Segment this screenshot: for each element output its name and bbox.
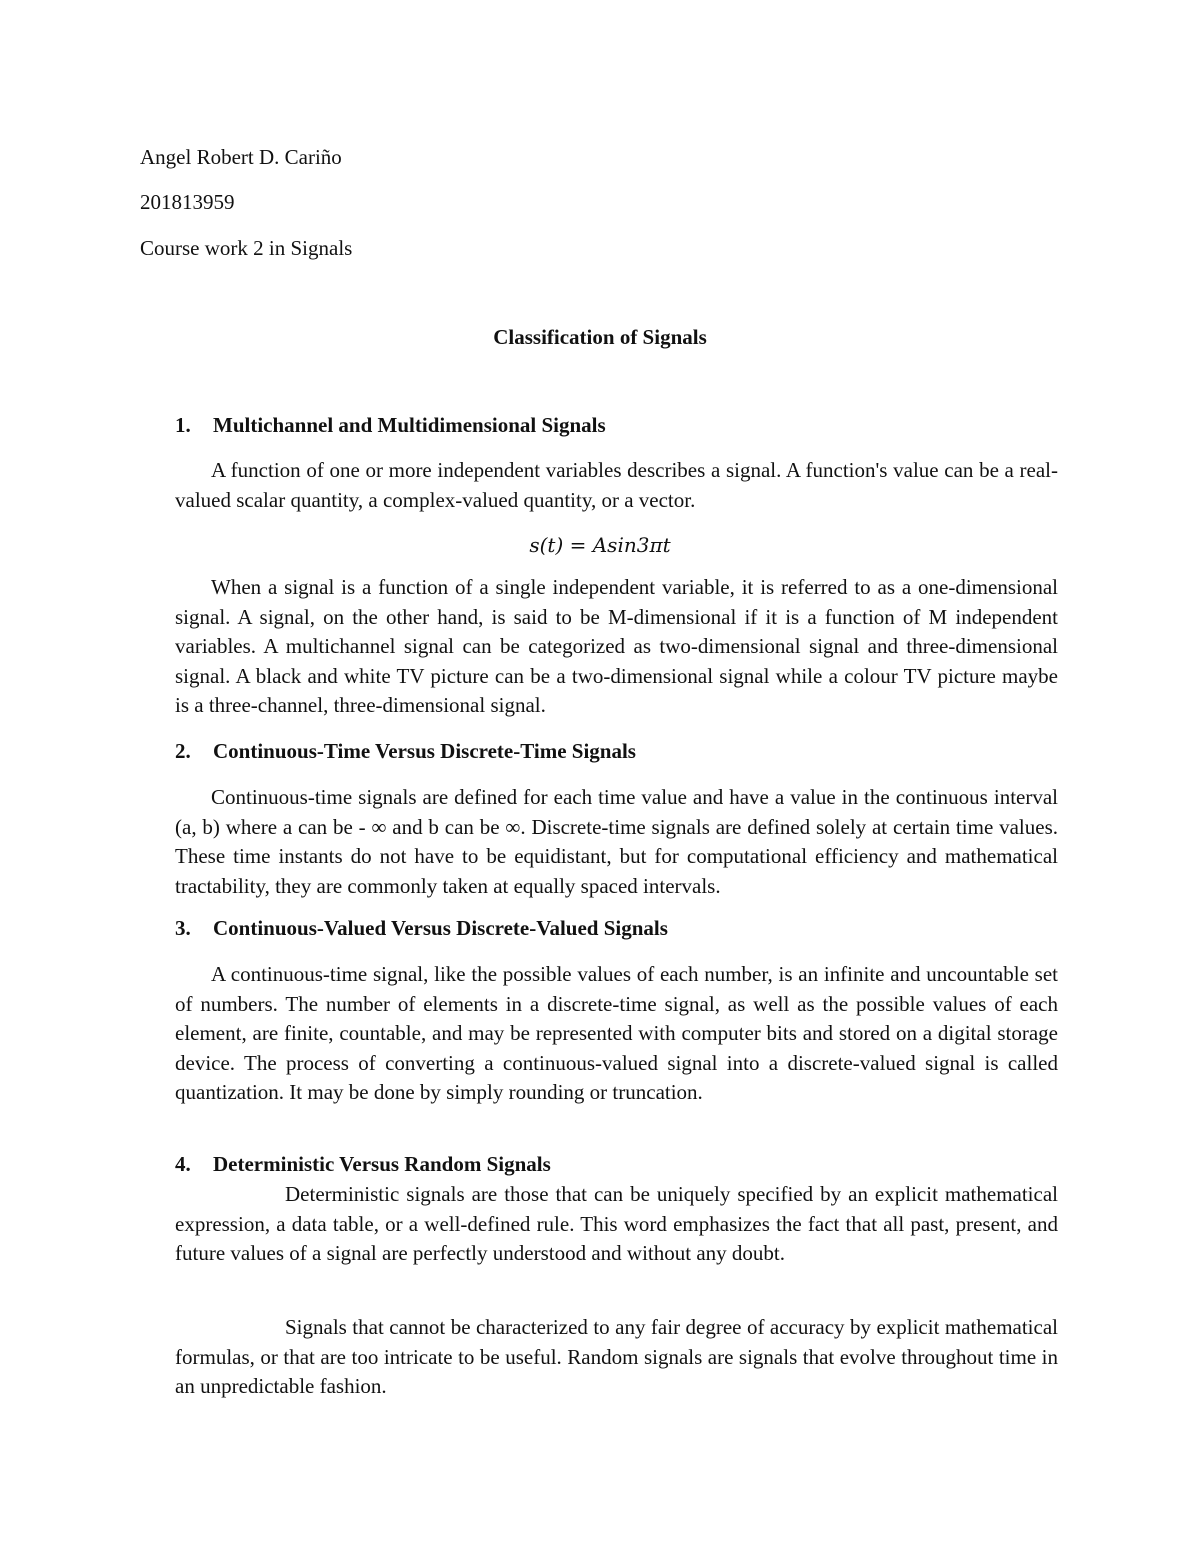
section-1-heading [175, 413, 606, 438]
section-heading-text: Deterministic Versus Random Signals [213, 1152, 551, 1176]
section-number: 3. [175, 916, 191, 940]
section-number: 1. [175, 413, 191, 437]
section-2-heading [175, 739, 636, 764]
student-id: 201813959 [140, 190, 235, 214]
equation: s(t) = Asin3πt [529, 533, 671, 557]
section-3-heading [175, 916, 668, 941]
document-title: Classification of Signals [493, 325, 707, 349]
section-number: 4. [175, 1152, 191, 1176]
section-heading-text: Continuous-Time Versus Discrete-Time Signals [213, 739, 636, 763]
section-3-paragraph-1: A continuous-time signal, like the possible values of each number, is an infinite and uncountable set of numbers. The number of elements in a discrete-time signal, as well as the possible values of each element, are finite, countable, and may be represented with computer bits and stored on a digital storage device. The process of converting a continuous-valued signal into a discrete-valued signal is called quantization. It may be done by simply rounding or truncation. [175, 962, 1058, 1104]
section-4-heading [175, 1152, 551, 1177]
section-1-paragraph-1: A function of one or more independent variables describes a signal. A function's value can be a real-valued scalar quantity, a complex-valued quantity, or a vector. [175, 458, 1058, 512]
course-title: Course work 2 in Signals [140, 236, 353, 260]
section-2-paragraph-1: Continuous-time signals are defined for each time value and have a value in the continuous interval (a, b) where a can be - ∞ and b can be ∞. Discrete-time signals are defined solely at certain time values. These time instants do not have to be equidistant, but for computational efficiency and mathematical tractability, they are commonly taken at equally spaced intervals. [175, 785, 1058, 898]
section-heading-text: Continuous-Valued Versus Discrete-Valued Signals [213, 916, 668, 940]
section-4-paragraph-1: Deterministic signals are those that can be uniquely specified by an explicit mathematical expression, a data table, or a well-defined rule. This word emphasizes the fact that all past, present, and future values of a signal are perfectly understood and without any doubt. [175, 1182, 1058, 1265]
section-number: 2. [175, 739, 191, 763]
section-4-paragraph-2: Signals that cannot be characterized to any fair degree of accuracy by explicit mathematical formulas, or that are too intricate to be useful. Random signals are signals that evolve throughout time in an unpredictable fashion. [175, 1315, 1058, 1398]
section-1-paragraph-2: When a signal is a function of a single independent variable, it is referred to as a one-dimensional signal. A signal, on the other hand, is said to be M-dimensional if it is a function of M independent variables. A multichannel signal can be categorized as two-dimensional signal and three-dimensional signal. A black and white TV picture can be a two-dimensional signal while a colour TV picture maybe is a three-channel, three-dimensional signal. [175, 575, 1058, 717]
section-heading-text: Multichannel and Multidimensional Signals [213, 413, 606, 437]
author-name: Angel Robert D. Cariño [140, 145, 342, 169]
